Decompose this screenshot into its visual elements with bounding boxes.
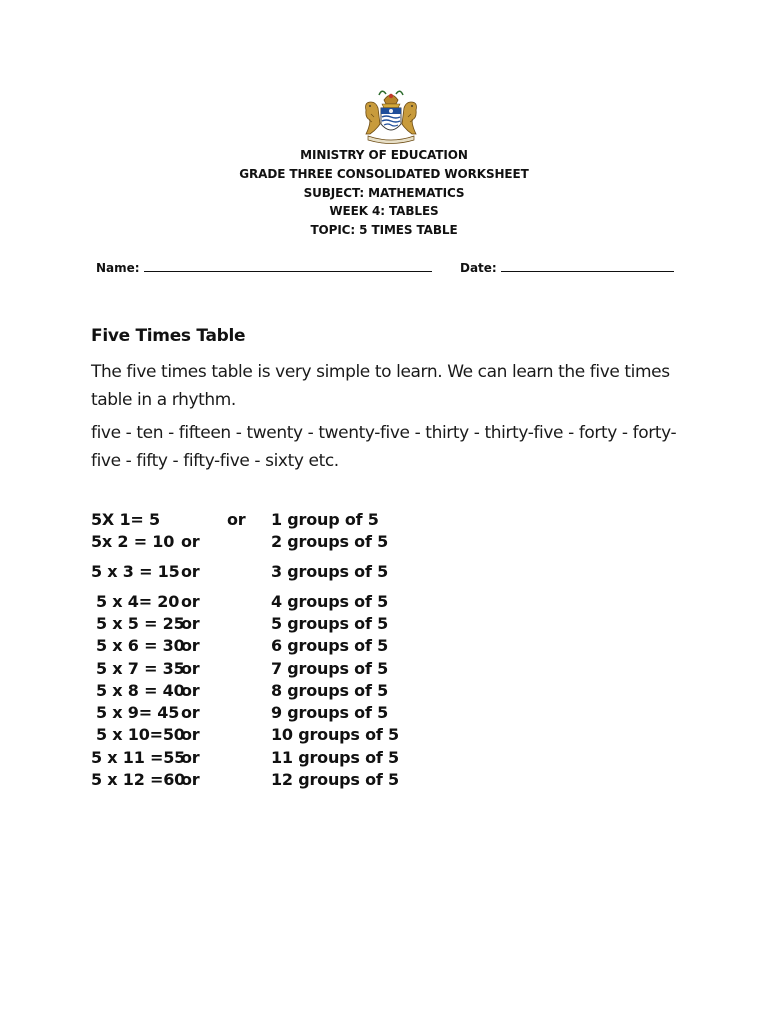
equation: 5 x 10=50 — [96, 725, 185, 744]
equation: 5 x 12 =60 — [91, 770, 186, 789]
groups-text: 11 groups of 5 — [271, 748, 399, 767]
groups-text: 6 groups of 5 — [271, 636, 389, 655]
header-week: WEEK 4: TABLES — [329, 204, 439, 219]
table-row — [0, 532, 768, 554]
groups-text: 10 groups of 5 — [271, 725, 399, 744]
groups-text: 12 groups of 5 — [271, 770, 399, 789]
table-row — [0, 659, 768, 681]
table-row — [0, 703, 768, 725]
or-word: or — [181, 659, 200, 678]
intro-paragraph: The five times table is very simple to learn. We can learn the five times table in a rhythm. — [91, 362, 670, 410]
groups-text: 8 groups of 5 — [271, 681, 389, 700]
or-word: or — [181, 725, 200, 744]
groups-text: 2 groups of 5 — [271, 532, 389, 551]
or-word: or — [227, 510, 246, 529]
header-ministry: MINISTRY OF EDUCATION — [300, 148, 468, 162]
equation: 5 x 4= 20 — [96, 592, 180, 611]
groups-text: 9 groups of 5 — [271, 703, 389, 722]
table-row — [0, 636, 768, 658]
rhythm-paragraph: five - ten - fifteen - twenty - twenty-five - thirty - thirty-five - forty - forty-five - fifty - fifty-five - sixty etc. — [91, 423, 677, 471]
groups-text: 3 groups of 5 — [271, 562, 389, 581]
or-word: or — [181, 614, 200, 633]
or-word: or — [181, 681, 200, 700]
date-label: Date: — [460, 261, 497, 275]
or-word: or — [181, 636, 200, 655]
equation: 5 x 6 = 30 — [96, 636, 185, 655]
equation: 5 x 3 = 15 — [91, 562, 180, 581]
equation: 5 x 5 = 25 — [96, 614, 185, 633]
groups-text: 7 groups of 5 — [271, 659, 389, 678]
or-word: or — [181, 562, 200, 581]
or-word: or — [181, 592, 200, 611]
or-word: or — [181, 703, 200, 722]
section-title: Five Times Table — [91, 326, 246, 346]
equation: 5 x 9= 45 — [96, 703, 180, 722]
table-row — [0, 614, 768, 636]
table-row — [0, 748, 768, 770]
header-worksheet: GRADE THREE CONSOLIDATED WORKSHEET — [239, 166, 529, 181]
equation: 5x 2 = 10 — [91, 532, 175, 551]
or-word: or — [181, 532, 200, 551]
table-row — [0, 770, 768, 792]
table-row — [0, 562, 768, 584]
equation: 5X 1= 5 — [91, 510, 160, 529]
header-topic: TOPIC: 5 TIMES TABLE — [310, 223, 458, 238]
groups-text: 4 groups of 5 — [271, 592, 389, 611]
equation: 5 x 8 = 40 — [96, 681, 185, 700]
groups-text: 1 group of 5 — [271, 510, 379, 529]
header-subject: SUBJECT: MATHEMATICS — [303, 185, 465, 200]
or-word: or — [181, 770, 200, 789]
equation: 5 x 7 = 35 — [96, 659, 185, 678]
table-row — [0, 725, 768, 747]
table-row — [0, 592, 768, 614]
table-row — [0, 681, 768, 703]
name-label: Name: — [96, 261, 140, 275]
groups-text: 5 groups of 5 — [271, 614, 389, 633]
table-row — [0, 510, 768, 532]
or-word: or — [181, 748, 200, 767]
equation: 5 x 11 =55 — [91, 748, 186, 767]
